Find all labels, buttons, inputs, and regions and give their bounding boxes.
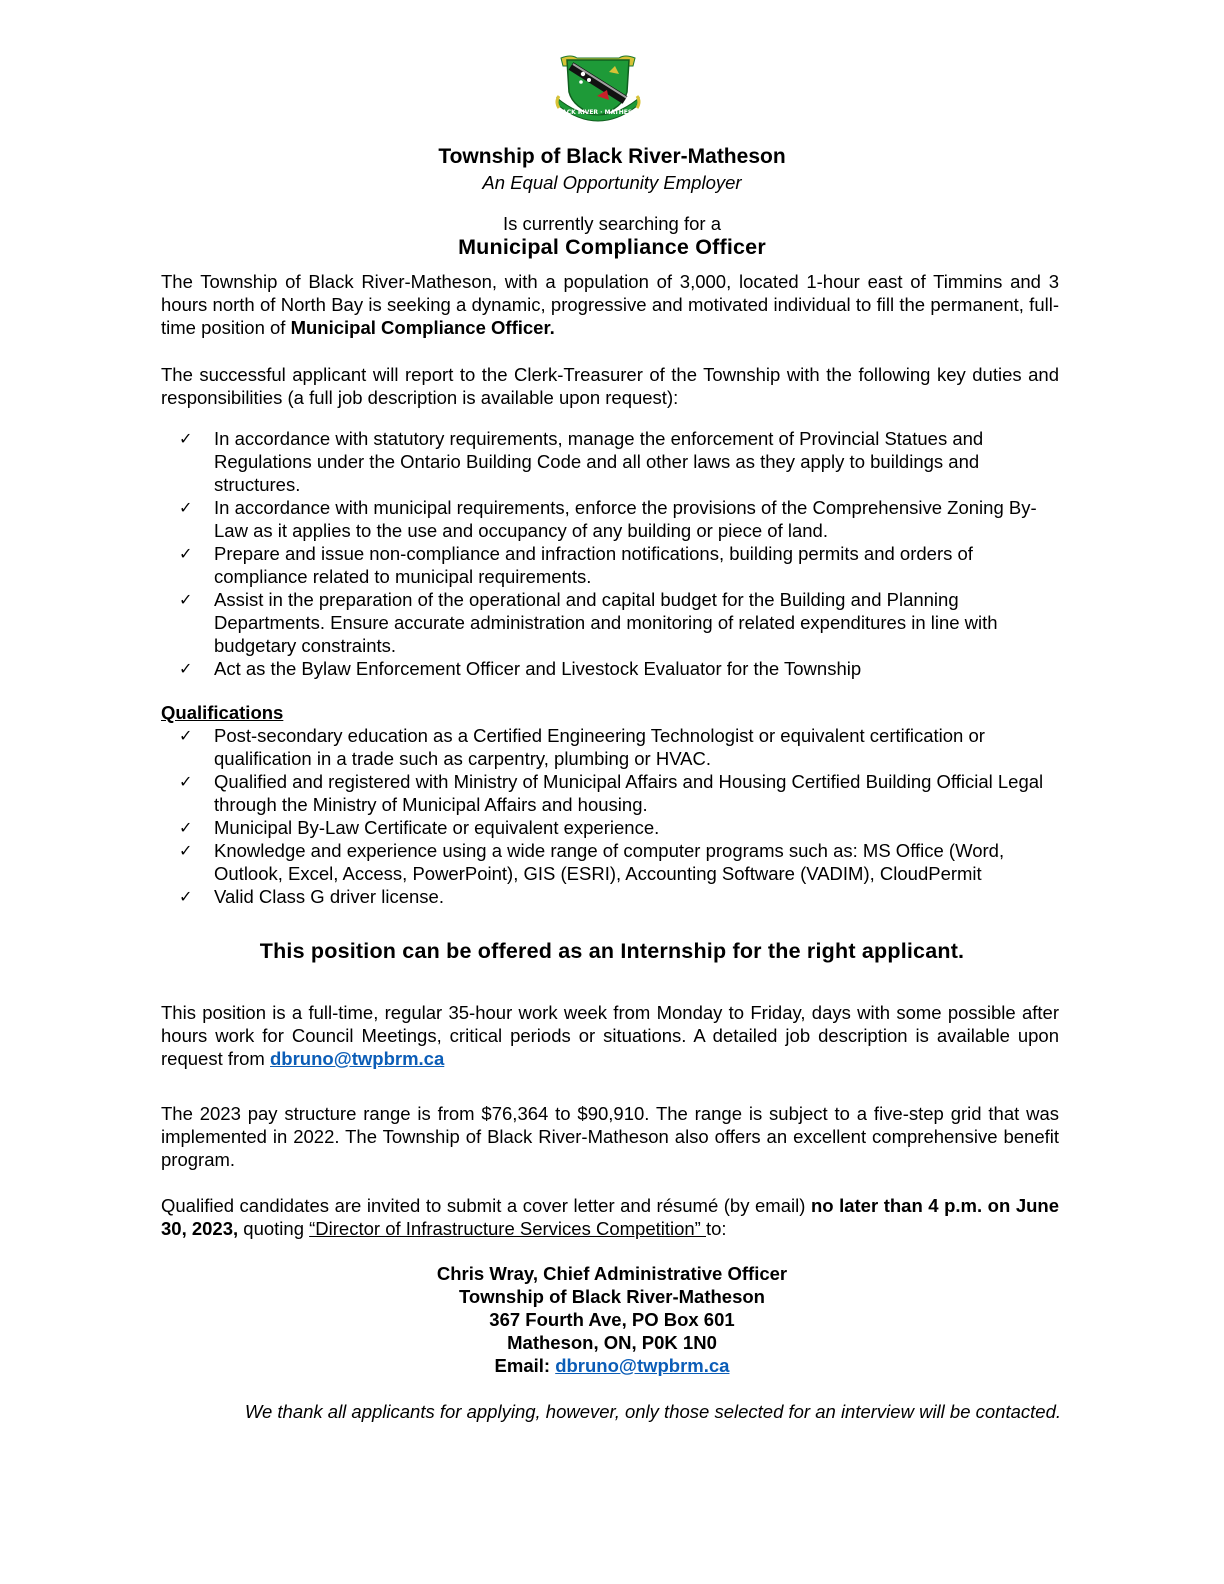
contact-block — [0, 1262, 1224, 1377]
list-item — [161, 588, 1061, 657]
checkmark-icon: ✓ — [179, 772, 193, 791]
position-name-bold: Municipal Compliance Officer. — [290, 317, 555, 338]
closing-note: We thank all applicants for applying, however, only those selected for an interview will be contacted. — [244, 1401, 1061, 1422]
checkmark-icon: ✓ — [179, 887, 193, 906]
instructions-text: Qualified candidates are invited to submit a cover letter and résumé (by email) — [161, 1195, 811, 1216]
qualifications-heading: Qualifications — [161, 702, 284, 723]
search-intro: Is currently searching for a — [503, 213, 721, 234]
list-item — [161, 496, 1061, 542]
contact-name: Chris Wray, Chief Administrative Officer — [436, 1263, 788, 1284]
checkmark-icon: ✓ — [179, 544, 193, 563]
qualification-text: Post-secondary education as a Certified Engineering Technologist or equivalent certification or qualification in a trade such as carpentry, plumbing or HVAC. — [214, 725, 985, 769]
work-week-paragraph — [161, 1001, 1059, 1070]
duty-text: Act as the Bylaw Enforcement Officer and Livestock Evaluator for the Township — [214, 658, 862, 679]
checkmark-icon: ✓ — [179, 659, 193, 678]
list-item — [161, 724, 1061, 770]
contact-email-link[interactable]: dbruno@twpbrm.ca — [555, 1355, 730, 1376]
email-label: Email: — [494, 1355, 556, 1376]
intro-paragraph — [161, 270, 1059, 339]
duty-text: Assist in the preparation of the operational and capital budget for the Building and Planning Departments. Ensure accurate administration and monitoring of related expenditures in line with budgetary constraints. — [214, 589, 998, 656]
competition-name: “Director of Infrastructure Services Competition” — [309, 1218, 706, 1239]
contact-city: Matheson, ON, P0K 1N0 — [507, 1332, 717, 1353]
to-text: to: — [706, 1218, 727, 1239]
organization-title: Township of Black River-Matheson — [438, 145, 786, 168]
contact-organization: Township of Black River-Matheson — [459, 1286, 765, 1307]
email-link[interactable]: dbruno@twpbrm.ca — [270, 1048, 445, 1069]
checkmark-icon: ✓ — [179, 818, 193, 837]
qualification-text: Municipal By-Law Certificate or equivalent experience. — [214, 817, 660, 838]
list-item — [161, 839, 1061, 885]
list-item — [161, 770, 1061, 816]
quoting-text: quoting — [238, 1218, 310, 1239]
pay-structure-paragraph: The 2023 pay structure range is from $76,364 to $90,910. The range is subject to a five-step grid that was implemented in 2022. The Township of Black River-Matheson also offers an excellent comprehensive benefit program. — [161, 1103, 1059, 1170]
intro-text: The Township of Black River-Matheson, with a population of 3,000, located 1-hour east of Timmins and 3 hours north of North Bay is seeking a dynamic, progressive and motivated individual to fill the permanent, full-time position of — [161, 271, 1059, 338]
checkmark-icon: ✓ — [179, 429, 193, 448]
duty-text: In accordance with municipal requirements, enforce the provisions of the Comprehensive Zoning By-Law as it applies to the use and occupancy of any building or piece of land. — [214, 497, 1037, 541]
duties-intro-paragraph: The successful applicant will report to the Clerk-Treasurer of the Township with the following key duties and responsibilities (a full job description is available upon request): — [161, 364, 1059, 408]
list-item — [161, 542, 1061, 588]
list-item — [161, 885, 1061, 908]
duty-text: Prepare and issue non-compliance and infraction notifications, building permits and orders of compliance related to municipal requirements. — [214, 543, 973, 587]
svg-text:BLACK RIVER · MATHESON: BLACK RIVER · MATHESON — [553, 109, 643, 116]
list-item — [161, 427, 1061, 496]
application-instructions-paragraph — [161, 1194, 1059, 1240]
qualification-text: Knowledge and experience using a wide range of computer programs such as: MS Office (Word, Outlook, Excel, Access, PowerPoint), GIS (ESRI), Accounting Software (VADIM), CloudPermit — [214, 840, 1005, 884]
list-item — [161, 816, 1061, 839]
qualification-text: Qualified and registered with Ministry of Municipal Affairs and Housing Certified Building Official Legal through the Ministry of Municipal Affairs and housing. — [214, 771, 1044, 815]
checkmark-icon: ✓ — [179, 590, 193, 609]
crest-icon — [553, 52, 643, 124]
list-item — [161, 657, 1061, 680]
job-title: Municipal Compliance Officer — [458, 235, 766, 259]
duty-text: In accordance with statutory requirements, manage the enforcement of Provincial Statues and Regulations under the Ontario Building Code and all other laws as they apply to buildings and structures. — [214, 428, 984, 495]
contact-email-line — [0, 1354, 1224, 1377]
internship-notice: This position can be offered as an Internship for the right applicant. — [259, 939, 965, 963]
deadline-bold: no later than 4 p.m. on June 30, 2023, — [161, 1195, 1060, 1239]
checkmark-icon: ✓ — [179, 841, 193, 860]
checkmark-icon: ✓ — [179, 498, 193, 517]
employer-tagline: An Equal Opportunity Employer — [482, 172, 742, 193]
duties-list — [161, 427, 1061, 680]
contact-address: 367 Fourth Ave, PO Box 601 — [489, 1309, 735, 1330]
work-week-text: This position is a full-time, regular 35-hour work week from Monday to Friday, days with some possible after hours work for Council Meetings, critical periods or situations. A detailed job description is available upon request from — [161, 1002, 1059, 1069]
checkmark-icon: ✓ — [179, 726, 193, 745]
qualification-text: Valid Class G driver license. — [214, 886, 444, 907]
township-crest-logo — [553, 52, 643, 124]
qualifications-list — [161, 724, 1061, 908]
